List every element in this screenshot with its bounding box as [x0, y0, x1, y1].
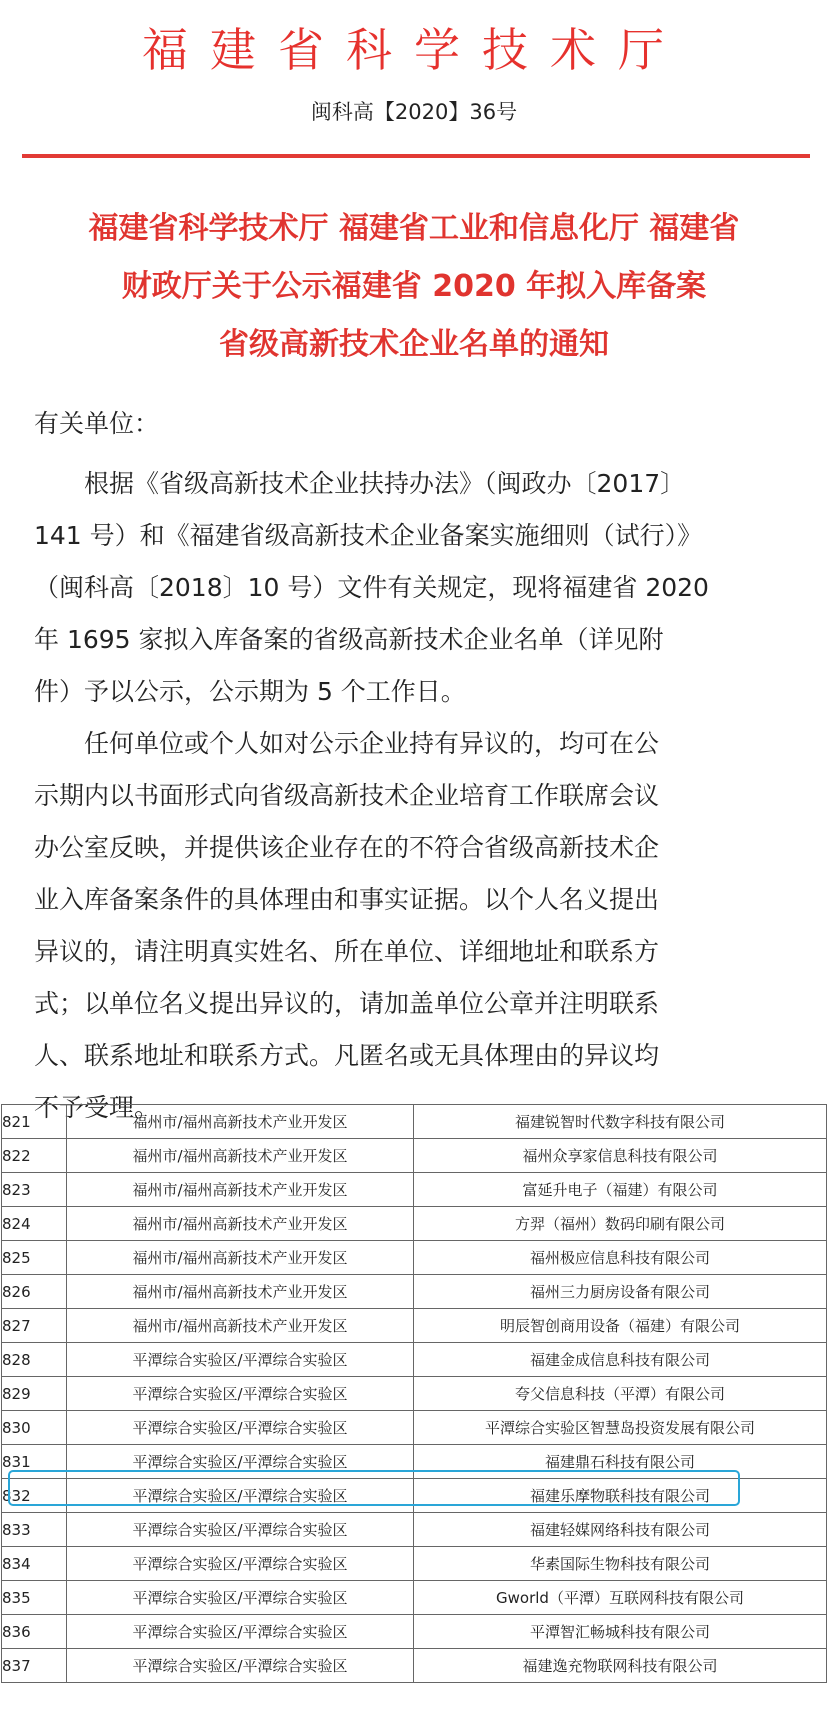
company-list-table	[1, 1104, 827, 1683]
table-row	[2, 1581, 827, 1615]
row-company: 福建鼎石科技有限公司	[414, 1445, 827, 1479]
red-divider	[22, 154, 810, 158]
row-zone: 平潭综合实验区/平潭综合实验区	[67, 1411, 414, 1445]
row-number: 828	[2, 1343, 67, 1377]
row-number: 823	[2, 1173, 67, 1207]
notice-title	[20, 200, 808, 374]
paragraph-line: 式；以单位名义提出异议的，请加盖单位公章并注明联系	[34, 989, 660, 1018]
table-row	[2, 1173, 827, 1207]
row-zone: 平潭综合实验区/平潭综合实验区	[67, 1513, 414, 1547]
table-row	[2, 1309, 827, 1343]
row-number: 827	[2, 1309, 67, 1343]
row-zone: 平潭综合实验区/平潭综合实验区	[67, 1547, 414, 1581]
table-row	[2, 1547, 827, 1581]
row-company: 福建锐智时代数字科技有限公司	[414, 1105, 827, 1139]
row-zone: 福州市/福州高新技术产业开发区	[67, 1139, 414, 1173]
row-company: 华素国际生物科技有限公司	[414, 1547, 827, 1581]
table-row	[2, 1445, 827, 1479]
row-zone: 平潭综合实验区/平潭综合实验区	[67, 1377, 414, 1411]
row-company: Gworld（平潭）互联网科技有限公司	[414, 1581, 827, 1615]
row-company: 福建轻媒网络科技有限公司	[414, 1513, 827, 1547]
row-number: 836	[2, 1615, 67, 1649]
table-row	[2, 1411, 827, 1445]
table-row	[2, 1139, 827, 1173]
row-company: 福建逸充物联网科技有限公司	[414, 1649, 827, 1683]
table-row	[2, 1513, 827, 1547]
row-number: 832	[2, 1479, 67, 1513]
row-zone: 平潭综合实验区/平潭综合实验区	[67, 1479, 414, 1513]
paragraph-line: 办公室反映，并提供该企业存在的不符合省级高新技术企	[34, 833, 660, 862]
table-row	[2, 1615, 827, 1649]
row-number: 831	[2, 1445, 67, 1479]
row-zone: 平潭综合实验区/平潭综合实验区	[67, 1343, 414, 1377]
row-number: 829	[2, 1377, 67, 1411]
table-row	[2, 1649, 827, 1683]
row-company: 平潭智汇畅城科技有限公司	[414, 1615, 827, 1649]
paragraph-line: 任何单位或个人如对公示企业持有异议的，均可在公	[34, 729, 660, 758]
paragraph-line: 人、联系地址和联系方式。凡匿名或无具体理由的异议均	[34, 1041, 660, 1070]
row-company: 福州三力厨房设备有限公司	[414, 1275, 827, 1309]
paragraph-line: 异议的，请注明真实姓名、所在单位、详细地址和联系方	[34, 937, 660, 966]
row-number: 835	[2, 1581, 67, 1615]
paragraph-line: 业入库备案条件的具体理由和事实证据。以个人名义提出	[34, 885, 660, 914]
paragraph-line: 141 号）和《福建省级高新技术企业备案实施细则（试行）》	[34, 521, 703, 550]
row-zone: 福州市/福州高新技术产业开发区	[67, 1241, 414, 1275]
paragraph-line: 根据《省级高新技术企业扶持办法》（闽政办〔2017〕	[34, 469, 686, 498]
row-zone: 平潭综合实验区/平潭综合实验区	[67, 1581, 414, 1615]
document-number: 闽科高【2020】36号	[310, 100, 518, 124]
table-row	[2, 1241, 827, 1275]
row-company: 夸父信息科技（平潭）有限公司	[414, 1377, 827, 1411]
paragraph-line: 不予受理。	[34, 1093, 160, 1122]
row-number: 834	[2, 1547, 67, 1581]
row-number: 822	[2, 1139, 67, 1173]
company-list-body	[2, 1105, 827, 1683]
row-company: 平潭综合实验区智慧岛投资发展有限公司	[414, 1411, 827, 1445]
paragraph-line: 示期内以书面形式向省级高新技术企业培育工作联席会议	[34, 781, 660, 810]
paragraph-line: 年 1695 家拟入库备案的省级高新技术企业名单（详见附	[34, 625, 664, 654]
paragraph-1	[34, 458, 808, 718]
row-zone: 平潭综合实验区/平潭综合实验区	[67, 1615, 414, 1649]
row-zone: 福州市/福州高新技术产业开发区	[67, 1309, 414, 1343]
row-company: 福建乐摩物联科技有限公司	[414, 1479, 827, 1513]
row-company: 福州极应信息科技有限公司	[414, 1241, 827, 1275]
notice-title-line: 福建省科学技术厅 福建省工业和信息化厅 福建省	[88, 211, 740, 246]
notice-title-line: 省级高新技术企业名单的通知	[219, 327, 609, 362]
table-row	[2, 1105, 827, 1139]
paragraph-2	[34, 718, 808, 1134]
row-zone: 平潭综合实验区/平潭综合实验区	[67, 1445, 414, 1479]
row-company: 方羿（福州）数码印刷有限公司	[414, 1207, 827, 1241]
row-zone: 福州市/福州高新技术产业开发区	[67, 1105, 414, 1139]
row-number: 826	[2, 1275, 67, 1309]
row-company: 明辰智创商用设备（福建）有限公司	[414, 1309, 827, 1343]
table-row	[2, 1479, 827, 1513]
addressee: 有关单位：	[34, 409, 160, 438]
row-number: 824	[2, 1207, 67, 1241]
issuer-title: 福建省科学技术厅	[142, 23, 686, 77]
row-company: 富延升电子（福建）有限公司	[414, 1173, 827, 1207]
row-number: 837	[2, 1649, 67, 1683]
row-company: 福州众享家信息科技有限公司	[414, 1139, 827, 1173]
table-row	[2, 1343, 827, 1377]
row-company: 福建金成信息科技有限公司	[414, 1343, 827, 1377]
notice-title-line: 财政厅关于公示福建省 2020 年拟入库备案	[121, 269, 707, 304]
row-zone: 福州市/福州高新技术产业开发区	[67, 1275, 414, 1309]
table-row	[2, 1377, 827, 1411]
paragraph-line: 件）予以公示，公示期为 5 个工作日。	[34, 677, 466, 706]
table-row	[2, 1207, 827, 1241]
paragraph-line: （闽科高〔2018〕10 号）文件有关规定，现将福建省 2020	[34, 573, 709, 602]
row-zone: 福州市/福州高新技术产业开发区	[67, 1207, 414, 1241]
row-zone: 福州市/福州高新技术产业开发区	[67, 1173, 414, 1207]
row-number: 825	[2, 1241, 67, 1275]
row-number: 821	[2, 1105, 67, 1139]
table-row	[2, 1275, 827, 1309]
row-number: 833	[2, 1513, 67, 1547]
row-zone: 平潭综合实验区/平潭综合实验区	[67, 1649, 414, 1683]
row-number: 830	[2, 1411, 67, 1445]
